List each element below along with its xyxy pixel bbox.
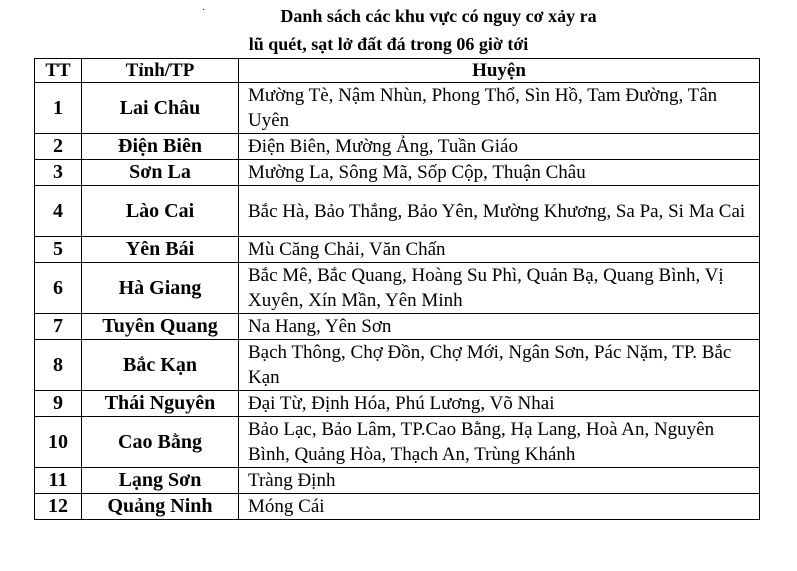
stray-dot-mark: ·: [202, 5, 206, 16]
districts-cell: Na Hang, Yên Sơn: [239, 314, 760, 340]
table-row: [35, 468, 760, 494]
table-row: [35, 494, 760, 520]
districts-cell: Bạch Thông, Chợ Đồn, Chợ Mới, Ngân Sơn, Pác Nặm, TP. Bắc Kạn: [239, 340, 760, 391]
document-title-line-1: Danh sách các khu vực có nguy cơ xảy ra: [280, 6, 597, 26]
province-cell: Lào Cai: [82, 186, 239, 237]
province-cell: Sơn La: [82, 160, 239, 186]
table-row: [35, 340, 760, 391]
table-row: [35, 237, 760, 263]
districts-cell: Mù Căng Chải, Văn Chấn: [239, 237, 760, 263]
row-number: 5: [35, 237, 82, 263]
table-row: [35, 160, 760, 186]
header-tt: TT: [35, 59, 82, 83]
districts-cell: Bắc Mê, Bắc Quang, Hoàng Su Phì, Quản Bạ, Quang Bình, Vị Xuyên, Xín Mần, Yên Minh: [239, 263, 760, 314]
province-cell: Hà Giang: [82, 263, 239, 314]
districts-cell: Bảo Lạc, Bảo Lâm, TP.Cao Bằng, Hạ Lang, Hoà An, Nguyên Bình, Quảng Hòa, Thạch An, Trùng Khánh: [239, 417, 760, 468]
row-number: 2: [35, 134, 82, 160]
districts-cell: Móng Cái: [239, 494, 760, 520]
districts-cell: Điện Biên, Mường Ảng, Tuần Giáo: [239, 134, 760, 160]
province-cell: Cao Bằng: [82, 417, 239, 468]
table-row: [35, 314, 760, 340]
row-number: 1: [35, 83, 82, 134]
table-row: [35, 186, 760, 237]
province-cell: Yên Bái: [82, 237, 239, 263]
districts-cell: Mường La, Sông Mã, Sốp Cộp, Thuận Châu: [239, 160, 760, 186]
province-cell: Tuyên Quang: [82, 314, 239, 340]
table-row: [35, 263, 760, 314]
row-number: 4: [35, 186, 82, 237]
province-cell: Thái Nguyên: [82, 391, 239, 417]
risk-areas-table: [34, 58, 760, 520]
districts-cell: Mường Tè, Nậm Nhùn, Phong Thổ, Sìn Hồ, Tam Đường, Tân Uyên: [239, 83, 760, 134]
province-cell: Bắc Kạn: [82, 340, 239, 391]
province-cell: Lạng Sơn: [82, 468, 239, 494]
document-title-line-2: lũ quét, sạt lở đất đá trong 06 giờ tới: [248, 34, 529, 54]
table-row: [35, 134, 760, 160]
table-row: [35, 391, 760, 417]
row-number: 7: [35, 314, 82, 340]
row-number: 3: [35, 160, 82, 186]
header-province: Tỉnh/TP: [82, 59, 239, 83]
table-row: [35, 83, 760, 134]
districts-cell: Tràng Định: [239, 468, 760, 494]
districts-cell: Bắc Hà, Bảo Thắng, Bảo Yên, Mường Khương, Sa Pa, Si Ma Cai: [239, 186, 760, 237]
row-number: 11: [35, 468, 82, 494]
row-number: 10: [35, 417, 82, 468]
province-cell: Điện Biên: [82, 134, 239, 160]
table-header-row: [35, 59, 760, 83]
province-cell: Quảng Ninh: [82, 494, 239, 520]
header-districts: Huyện: [239, 59, 760, 83]
row-number: 6: [35, 263, 82, 314]
row-number: 9: [35, 391, 82, 417]
table-row: [35, 417, 760, 468]
province-cell: Lai Châu: [82, 83, 239, 134]
districts-cell: Đại Từ, Định Hóa, Phú Lương, Võ Nhai: [239, 391, 760, 417]
row-number: 8: [35, 340, 82, 391]
row-number: 12: [35, 494, 82, 520]
